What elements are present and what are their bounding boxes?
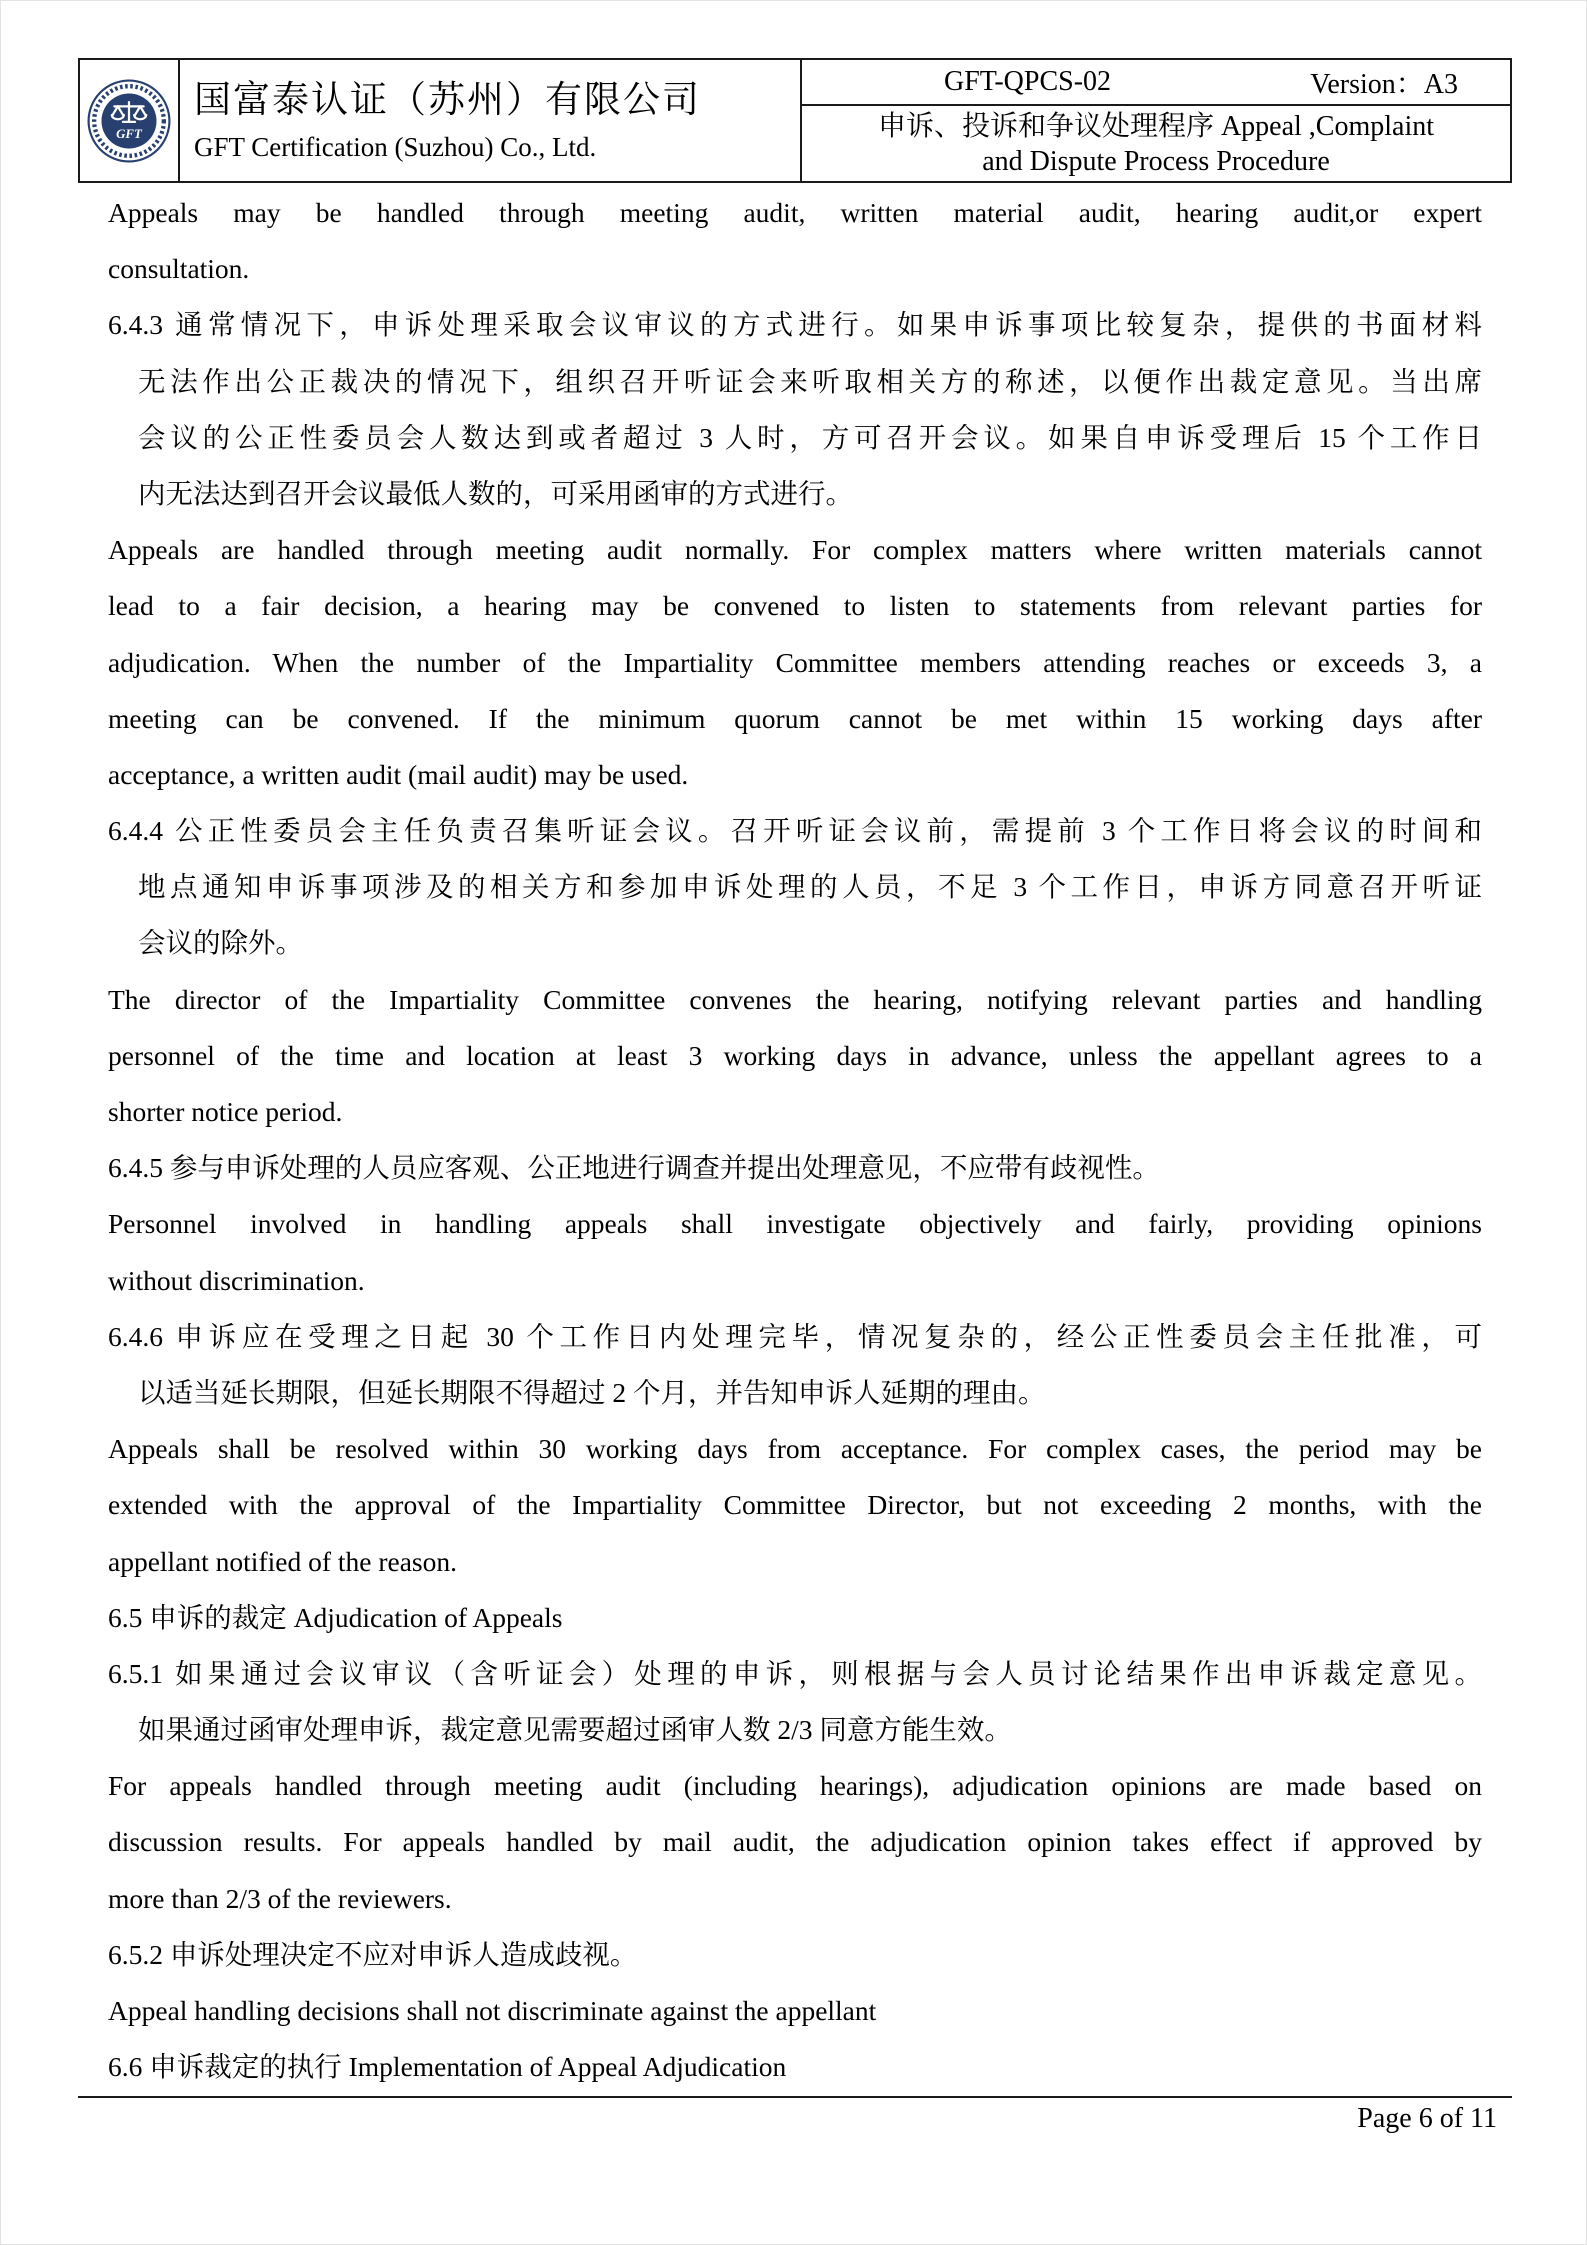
body-line: 会议的除外。 <box>138 927 303 959</box>
body-line: For appeals handled through meeting audit (including hearings), adjudication opinions are made based on <box>108 1770 1482 1802</box>
body-line: 6.6 申诉裁定的执行 Implementation of Appeal Adjudication <box>108 2051 787 2083</box>
document-title-line2: and Dispute Process Procedure <box>982 145 1330 177</box>
body-line: consultation. <box>108 253 250 285</box>
body-line: 地点通知申诉事项涉及的相关方和参加申诉处理的人员，不足 3 个工作日，申诉方同意召开听证 <box>138 871 1482 903</box>
body-line: 6.4.3 通常情况下，申诉处理采取会议审议的方式进行。如果申诉事项比较复杂，提供的书面材料 <box>108 309 1482 341</box>
body-line: Appeals shall be resolved within 30 working days from acceptance. For complex cases, the period may be <box>108 1433 1482 1465</box>
body-line: 6.4.5 参与申诉处理的人员应客观、公正地进行调查并提出处理意见，不应带有歧视性。 <box>108 1152 1160 1184</box>
body-line: 6.5 申诉的裁定 Adjudication of Appeals <box>108 1601 563 1633</box>
body-line: 6.4.4 公正性委员会主任负责召集听证会议。召开听证会议前，需提前 3 个工作日将会议的时间和 <box>108 815 1482 847</box>
body-line: Appeals are handled through meeting audit normally. For complex matters where written materials cannot <box>108 534 1482 566</box>
document-title <box>802 106 1510 181</box>
body-line: 以适当延长期限，但延长期限不得超过 2 个月，并告知申诉人延期的理由。 <box>138 1376 1046 1408</box>
body-line: lead to a fair decision, a hearing may be convened to listen to statements from relevant parties for <box>108 590 1482 622</box>
body-line: 6.4.6 申诉应在受理之日起 30 个工作日内处理完毕，情况复杂的，经公正性委员会主任批准，可 <box>108 1320 1482 1352</box>
document-header-table <box>78 58 1512 183</box>
document-number-row <box>802 60 1510 106</box>
document-info-cell <box>802 60 1510 181</box>
body-line: 如果通过函审处理申诉，裁定意见需要超过函审人数 2/3 同意方能生效。 <box>138 1714 1012 1746</box>
body-line: discussion results. For appeals handled by mail audit, the adjudication opinion takes effect if approved by <box>108 1826 1482 1858</box>
company-name-cell <box>180 60 802 181</box>
body-line: extended with the approval of the Impartiality Committee Director, but not exceeding 2 months, with the <box>108 1489 1482 1521</box>
page-number: Page 6 of 11 <box>1357 2103 1497 2134</box>
body-line: The director of the Impartiality Committee convenes the hearing, notifying relevant parties and handling <box>108 983 1482 1015</box>
body-line: 无法作出公正裁决的情况下，组织召开听证会来听取相关方的称述，以便作出裁定意见。当出席 <box>138 365 1482 397</box>
body-line: 6.5.1 如果通过会议审议（含听证会）处理的申诉，则根据与会人员讨论结果作出申诉裁定意见。 <box>108 1657 1482 1689</box>
body-line: Personnel involved in handling appeals shall investigate objectively and fairly, providing opinions <box>108 1208 1482 1240</box>
document-title-line1: 申诉、投诉和争议处理程序 Appeal ,Complaint <box>877 110 1435 142</box>
logo-gft-text: GFT <box>116 126 142 141</box>
body-line: acceptance, a written audit (mail audit) may be used. <box>108 758 689 790</box>
body-line: Appeal handling decisions shall not discriminate against the appellant <box>108 1995 877 2026</box>
body-line: more than 2/3 of the reviewers. <box>108 1882 452 1914</box>
body-line: Appeals may be handled through meeting audit, written material audit, hearing audit,or expert <box>108 197 1482 228</box>
logo-cell <box>80 60 180 181</box>
body-line: 会议的公正性委员会人数达到或者超过 3 人时，方可召开会议。如果自申诉受理后 15 个工作日 <box>138 421 1482 453</box>
body-line: meeting can be convened. If the minimum quorum cannot be met within 15 working days after <box>108 702 1482 734</box>
body-line: shorter notice period. <box>108 1096 343 1127</box>
body-line: 6.5.2 申诉处理决定不应对申诉人造成歧视。 <box>108 1938 638 1970</box>
footer-divider <box>78 2096 1512 2098</box>
document-number: GFT-QPCS-02 <box>944 66 1112 97</box>
gft-emblem-scales-icon <box>86 78 172 164</box>
document-body <box>108 185 1482 2095</box>
document-version: Version：A3 <box>1310 69 1458 100</box>
company-name-zh: 国富泰认证（苏州）有限公司 <box>194 79 701 121</box>
body-line: personnel of the time and location at least 3 working days in advance, unless the appellant agrees to a <box>108 1039 1482 1071</box>
body-line: adjudication. When the number of the Impartiality Committee members attending reaches or exceeds 3, a <box>108 646 1482 678</box>
company-name-en: GFT Certification (Suzhou) Co., Ltd. <box>194 131 597 162</box>
body-line: 内无法达到召开会议最低人数的，可采用函审的方式进行。 <box>138 477 853 509</box>
body-line: without discrimination. <box>108 1264 365 1296</box>
company-logo <box>86 78 172 164</box>
body-line: appellant notified of the reason. <box>108 1545 457 1577</box>
